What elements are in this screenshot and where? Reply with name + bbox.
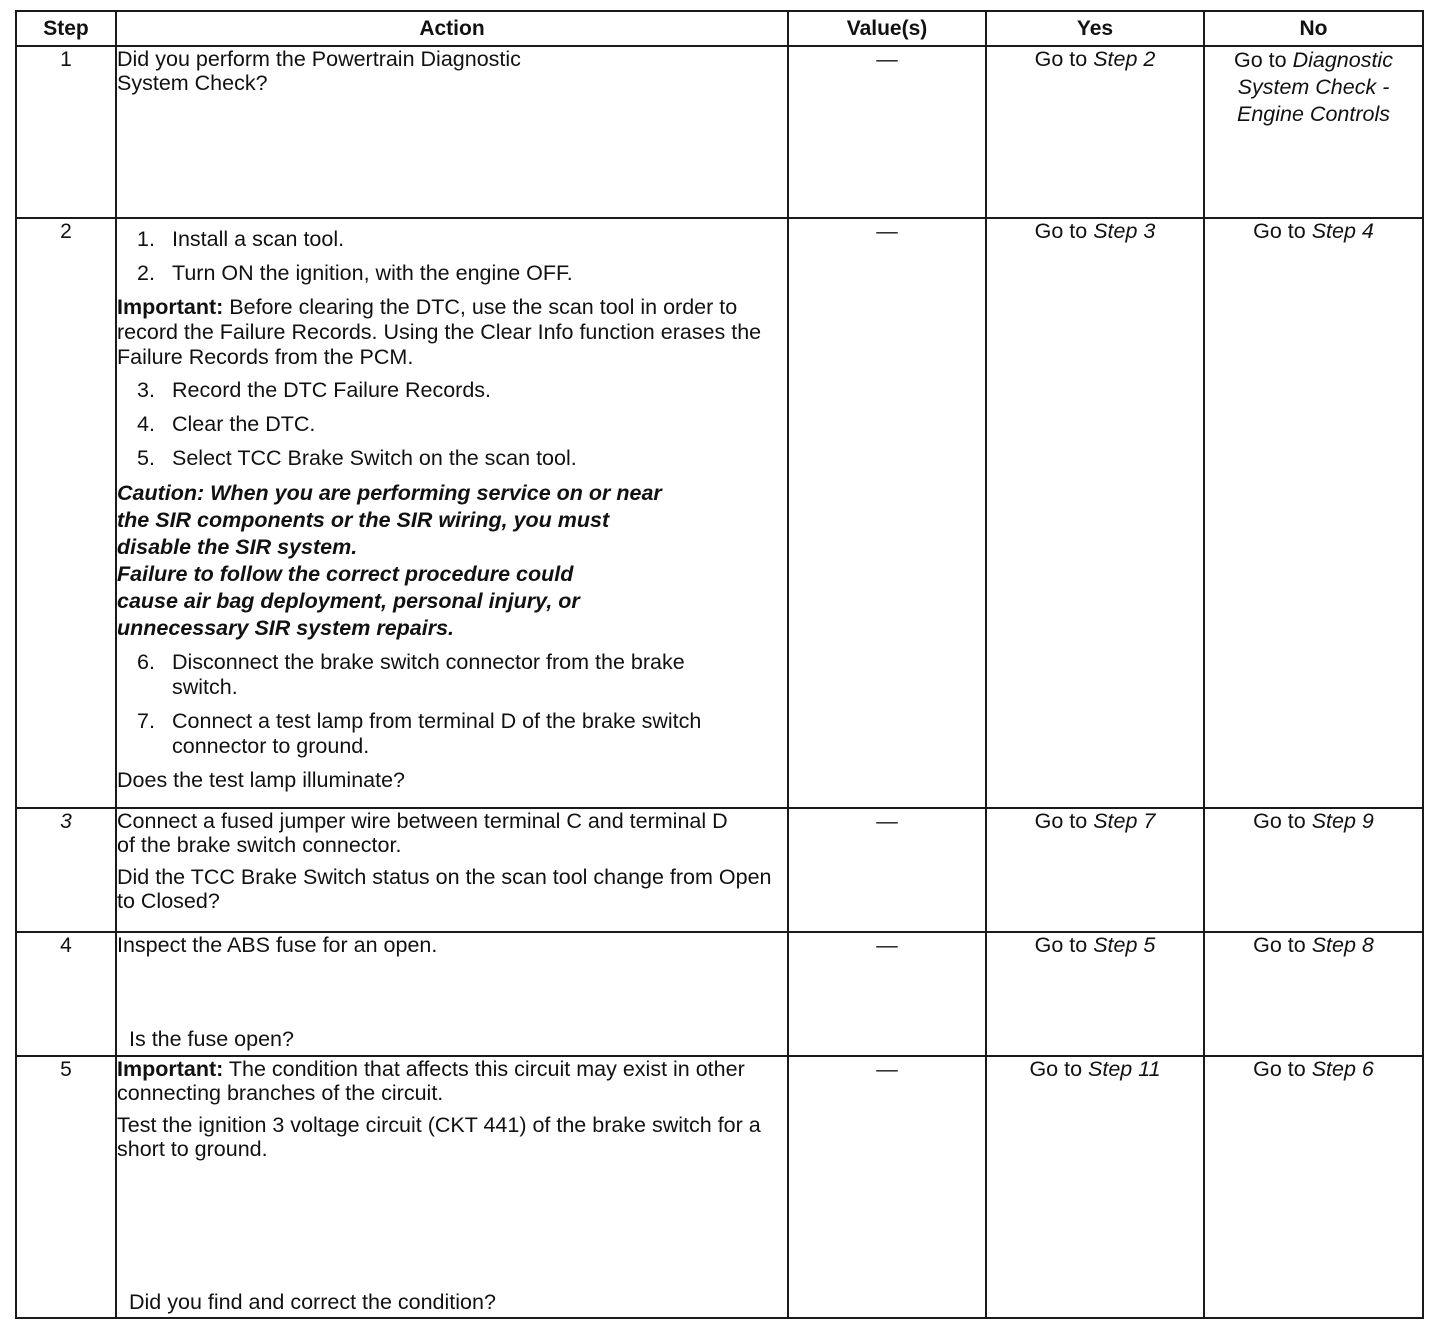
action-cell	[116, 218, 788, 808]
step-number: 1	[16, 46, 116, 218]
no-step-link[interactable]: Step 4	[1311, 219, 1374, 243]
caution-line: unnecessary SIR system repairs.	[117, 616, 455, 640]
yes-prefix: Go to	[1029, 1057, 1089, 1081]
caution-line: Caution: When you are performing service on or near	[117, 481, 662, 505]
action-cell	[116, 808, 788, 932]
question-line: Did the TCC Brake Switch status on the scan tool change from Open to Closed?	[117, 865, 772, 913]
yes-cell	[986, 1056, 1204, 1318]
item-num: 2.	[137, 261, 155, 285]
step-number: 5	[16, 1056, 116, 1318]
no-step-link[interactable]: Step 9	[1311, 809, 1374, 833]
value-dash: —	[876, 1057, 898, 1081]
question-line: Does the test lamp illuminate?	[117, 768, 406, 792]
item-text: Select TCC Brake Switch on the scan tool.	[172, 446, 577, 470]
list-item	[117, 261, 787, 286]
action-cell	[116, 46, 788, 218]
item-num: 1.	[137, 227, 155, 251]
question-line: Did you perform the Powertrain Diagnostic	[117, 47, 521, 71]
important-label: Important:	[117, 295, 224, 319]
list-item	[117, 378, 787, 403]
no-step-link[interactable]: Step 6	[1311, 1057, 1374, 1081]
step-number: 3	[16, 808, 116, 932]
yes-cell	[986, 218, 1204, 808]
action-text: Connect a fused jumper wire between terminal C and terminal D of the brake switch connector.	[117, 809, 728, 857]
item-text: Connect a test lamp from terminal D of the brake switch connector to ground.	[172, 709, 702, 758]
action-steps	[117, 378, 787, 471]
value-dash: —	[876, 933, 898, 957]
item-text: Clear the DTC.	[172, 412, 316, 436]
question-line: Did you find and correct the condition?	[129, 1290, 496, 1314]
item-text: Disconnect the brake switch connector from the brake switch.	[172, 650, 685, 699]
no-cell	[1204, 808, 1423, 932]
yes-cell	[986, 808, 1204, 932]
list-item	[117, 227, 787, 252]
step-number: 2	[16, 218, 116, 808]
step-number: 4	[16, 932, 116, 1056]
action-cell	[116, 1056, 788, 1318]
action-text: Test the ignition 3 voltage circuit (CKT 441) of the brake switch for a short to ground.	[117, 1113, 761, 1161]
value-cell	[788, 808, 986, 932]
table-row-step-1	[16, 46, 1423, 218]
item-num: 6.	[137, 650, 155, 674]
yes-step-link[interactable]: Step 2	[1093, 47, 1156, 71]
no-cell	[1204, 932, 1423, 1056]
value-dash: —	[876, 47, 898, 71]
no-prefix: Go to	[1234, 48, 1293, 72]
yes-prefix: Go to	[1034, 47, 1094, 71]
caution-note	[117, 480, 787, 642]
caution-line: the SIR components or the SIR wiring, you must	[117, 508, 610, 532]
item-text: Turn ON the ignition, with the engine OFF.	[172, 261, 573, 285]
item-text: Install a scan tool.	[172, 227, 345, 251]
table-row-step-5	[16, 1056, 1423, 1318]
caution-line: Failure to follow the correct procedure could	[117, 562, 574, 586]
value-cell	[788, 218, 986, 808]
header-step: Step	[16, 11, 116, 46]
question-line: System Check?	[117, 71, 268, 95]
no-prefix: Go to	[1253, 809, 1312, 833]
item-num: 5.	[137, 446, 155, 470]
yes-step-link[interactable]: Step 7	[1093, 809, 1156, 833]
list-item	[117, 709, 787, 759]
table-row-step-4	[16, 932, 1423, 1056]
important-note	[117, 1057, 787, 1105]
no-cell	[1204, 218, 1423, 808]
important-text: Before clearing the DTC, use the scan tool in order to record the Failure Records. Using the Clear Info function erases the Failure Records from the PCM.	[117, 295, 762, 369]
yes-prefix: Go to	[1034, 933, 1094, 957]
header-no: No	[1204, 11, 1423, 46]
header-action: Action	[116, 11, 788, 46]
list-item	[117, 412, 787, 437]
action-cell	[116, 932, 788, 1056]
list-item	[117, 650, 787, 700]
yes-cell	[986, 46, 1204, 218]
important-text: The condition that affects this circuit may exist in other connecting branches of the circuit.	[117, 1057, 745, 1105]
item-num: 3.	[137, 378, 155, 402]
yes-step-link[interactable]: Step 11	[1088, 1057, 1161, 1081]
header-yes: Yes	[986, 11, 1204, 46]
item-num: 4.	[137, 412, 155, 436]
yes-prefix: Go to	[1034, 809, 1094, 833]
value-cell	[788, 46, 986, 218]
no-prefix: Go to	[1253, 933, 1312, 957]
value-cell	[788, 1056, 986, 1318]
no-step-link[interactable]: Step 8	[1311, 933, 1374, 957]
table-row-step-2	[16, 218, 1423, 808]
yes-cell	[986, 932, 1204, 1056]
yes-prefix: Go to	[1034, 219, 1094, 243]
action-text: Inspect the ABS fuse for an open.	[117, 933, 438, 957]
value-dash: —	[876, 219, 898, 243]
diagnostic-table	[15, 10, 1424, 1319]
important-note	[117, 295, 787, 370]
caution-line: cause air bag deployment, personal injury, or	[117, 589, 580, 613]
caution-line: disable the SIR system.	[117, 535, 358, 559]
action-steps	[117, 650, 787, 759]
question-line: Is the fuse open?	[129, 1027, 294, 1051]
action-steps	[117, 227, 787, 286]
item-text: Record the DTC Failure Records.	[172, 378, 492, 402]
no-cell	[1204, 46, 1423, 218]
header-row	[16, 11, 1423, 46]
no-step-link[interactable]: Diagnostic System Check - Engine Controls	[1237, 48, 1393, 126]
table-row-step-3	[16, 808, 1423, 932]
no-prefix: Go to	[1253, 219, 1312, 243]
list-item	[117, 446, 787, 471]
value-cell	[788, 932, 986, 1056]
no-cell	[1204, 1056, 1423, 1318]
yes-step-link[interactable]: Step 5	[1093, 933, 1156, 957]
header-values: Value(s)	[788, 11, 986, 46]
no-prefix: Go to	[1253, 1057, 1312, 1081]
yes-step-link[interactable]: Step 3	[1093, 219, 1156, 243]
important-label: Important:	[117, 1057, 224, 1081]
item-num: 7.	[137, 709, 155, 733]
value-dash: —	[876, 809, 898, 833]
